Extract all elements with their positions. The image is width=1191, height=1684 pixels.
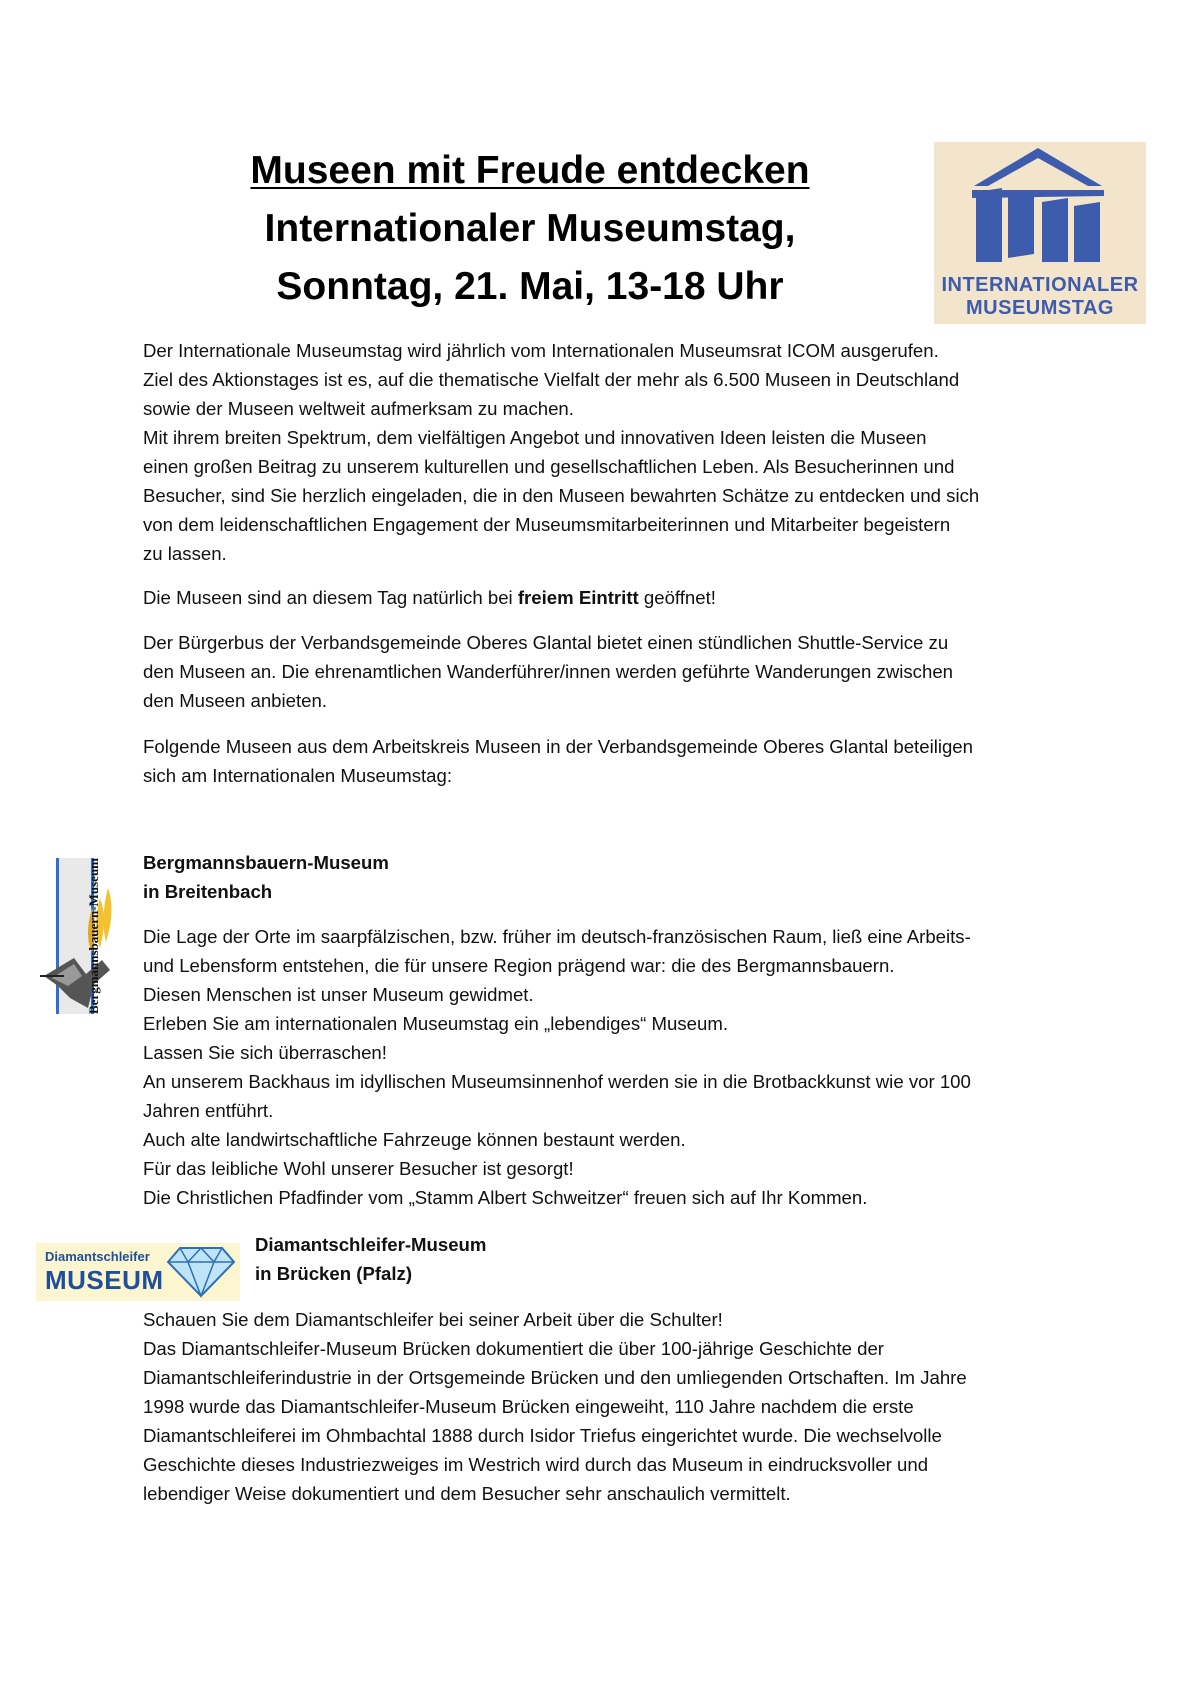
text-line: einen großen Beitrag zu unserem kulturellen und gesellschaftlichen Leben. Als Besucherinnen und [143,456,955,477]
text-line: Lassen Sie sich überraschen! [143,1042,387,1063]
text-line: den Museen an. Die ehrenamtlichen Wanderführer/innen werden geführte Wanderungen zwischen [143,661,953,682]
text-line: Auch alte landwirtschaftliche Fahrzeuge können bestaunt werden. [143,1129,686,1150]
text-line: Diamantschleiferei im Ohmbachtal 1888 durch Isidor Triefus eingerichtet wurde. Die wechselvolle [143,1425,942,1446]
dm-logo-small-text: Diamantschleifer [45,1249,150,1264]
text-line: Diamantschleiferindustrie in der Ortsgemeinde Brücken und den umliegenden Ortschaften. Im Jahre [143,1367,967,1388]
museum-place: in Breitenbach [143,881,273,902]
text-line: sowie der Museen weltweit aufmerksam zu machen. [143,398,574,419]
text-line: Jahren entführt. [143,1100,274,1121]
free-entry-emphasis: freiem Eintritt [517,587,639,608]
page-title: Museen mit Freude entdecken [250,149,810,192]
text-line: und Lebensform entstehen, die für unsere Region prägend war: die des Bergmannsbauern. [143,955,895,976]
text-line: von dem leidenschaftlichen Engagement der Museumsmitarbeiterinnen und Mitarbeiter begeistern [143,514,951,535]
text-line: Das Diamantschleifer-Museum Brücken dokumentiert die über 100-jährige Geschichte der [143,1338,884,1359]
free-entry-text: Die Museen sind an diesem Tag natürlich bei [143,587,518,608]
text-line: den Museen anbieten. [143,690,328,711]
text-line: Der Internationale Museumstag wird jährlich vom Internationalen Museumsrat ICOM ausgerufen. [143,340,939,361]
diamantschleifer-museum-logo [36,1243,240,1301]
museum-place: in Brücken (Pfalz) [255,1263,413,1284]
bergmannsbauern-heading [143,848,389,906]
page-subtitle: Internationaler Museumstag, [264,207,796,250]
text-line: sich am Internationalen Museumstag: [143,765,453,786]
text-line: Diesen Menschen ist unser Museum gewidmet. [143,984,534,1005]
museum-name: Diamantschleifer-Museum [255,1234,487,1255]
diamond-icon [166,1246,236,1298]
text-line: Der Bürgerbus der Verbandsgemeinde Oberes Glantal bietet einen stündlichen Shuttle-Service zu [143,632,949,653]
dm-logo-big-text: MUSEUM [45,1265,164,1295]
event-date: Sonntag, 21. Mai, 13-18 Uhr [276,265,784,308]
text-line: Folgende Museen aus dem Arbeitskreis Museen in der Verbandsgemeinde Oberes Glantal beteiligen [143,736,973,757]
text-line: Die Christlichen Pfadfinder vom „Stamm Albert Schweitzer“ freuen sich auf Ihr Kommen. [143,1187,868,1208]
text-line: lebendiger Weise dokumentiert und dem Besucher sehr anschaulich vermittelt. [143,1483,791,1504]
diamantschleifer-description [143,1305,1073,1508]
diamantschleifer-heading [255,1230,486,1288]
text-line: Geschichte dieses Industriezweiges im Westrich wird durch das Museum in eindrucksvoller und [143,1454,929,1475]
bergmannsbauern-logo-text: Bergmannsbauern-Museum [86,857,101,1015]
bergmannsbauern-museum-logo [40,858,140,1014]
text-line: Mit ihrem breiten Spektrum, dem vielfältigen Angebot und innovativen Ideen leisten die Museen [143,427,927,448]
text-line: Für das leibliche Wohl unserer Besucher ist gesorgt! [143,1158,574,1179]
bergmannsbauern-description [143,922,1073,1212]
text-line: Die Lage der Orte im saarpfälzischen, bzw. früher im deutsch-französischen Raum, ließ eine Arbeits- [143,926,971,947]
participating-museums-paragraph [143,732,1073,790]
free-entry-text-end: geöffnet! [638,587,716,608]
free-entry-paragraph [143,583,1073,612]
text-line: Ziel des Aktionstages ist es, auf die thematische Vielfalt der mehr als 6.500 Museen in Deutschland [143,369,960,390]
text-line: Erleben Sie am internationalen Museumstag ein „lebendiges“ Museum. [143,1013,728,1034]
museum-name: Bergmannsbauern-Museum [143,852,389,873]
text-line: Schauen Sie dem Diamantschleifer bei seiner Arbeit über die Schulter! [143,1309,723,1330]
museum-building-icon [968,146,1108,272]
text-line: Besucher, sind Sie herzlich eingeladen, die in den Museen bewahrten Schätze zu entdecken und sich [143,485,980,506]
text-line: An unserem Backhaus im idyllischen Museumsinnenhof werden sie in die Brotbackkunst wie vor 100 [143,1071,971,1092]
logo-text-line1: INTERNATIONALER [941,274,1139,296]
bus-paragraph [143,628,1073,715]
text-line: 1998 wurde das Diamantschleifer-Museum Brücken eingeweiht, 110 Jahre nachdem die erste [143,1396,914,1417]
title-block [140,142,920,316]
intro-paragraph [143,336,1073,568]
text-line: zu lassen. [143,543,227,564]
internationaler-museumstag-logo [934,142,1146,324]
logo-text-line2: MUSEUMSTAG [966,297,1114,319]
